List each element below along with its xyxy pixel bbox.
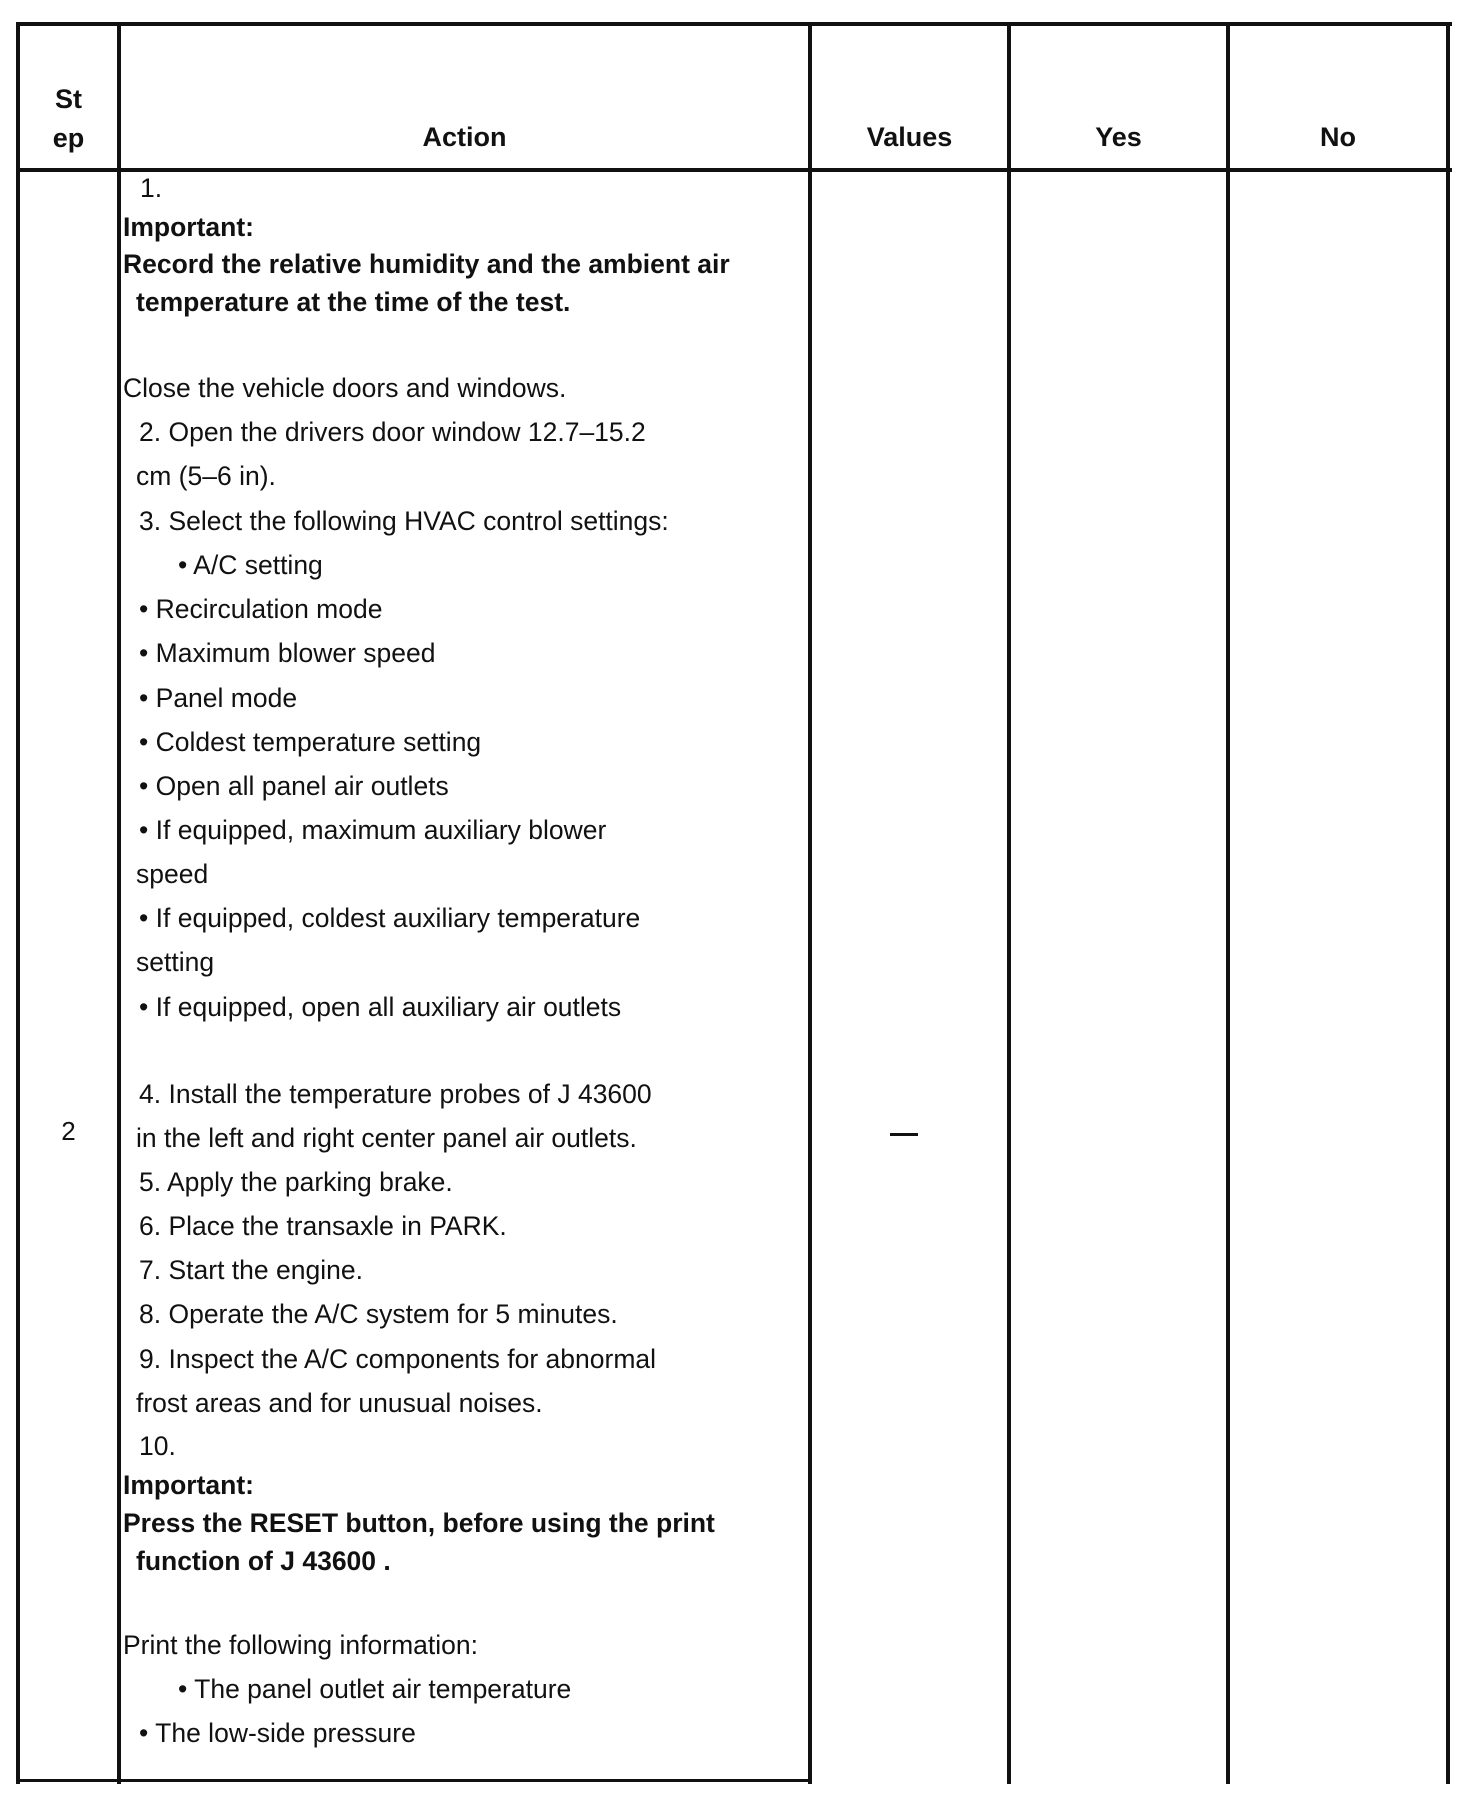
action-line: temperature at the time of the test. — [136, 287, 571, 317]
action-line: 2. Open the drivers door window 12.7–15.2 — [139, 417, 646, 447]
action-line: in the left and right center panel air outlets. — [136, 1123, 637, 1153]
action-line: 7. Start the engine. — [139, 1255, 363, 1285]
action-line: • Maximum blower speed — [139, 638, 436, 668]
action-line: 3. Select the following HVAC control settings: — [139, 506, 669, 536]
header-step — [20, 80, 117, 158]
yes-column-divider — [1226, 22, 1230, 1784]
action-line: frost areas and for unusual noises. — [136, 1388, 543, 1418]
action-line: • Panel mode — [139, 683, 298, 713]
action-line: Important: — [123, 1470, 255, 1500]
action-line: • The panel outlet air temperature — [178, 1674, 572, 1704]
action-column-divider — [808, 22, 812, 1784]
action-line: 4. Install the temperature probes of J 43600 — [139, 1079, 652, 1109]
header-action: Action — [422, 122, 507, 152]
values-column-divider — [1007, 22, 1011, 1784]
table-right-border — [1446, 22, 1450, 1784]
header-bottom-border — [16, 168, 1452, 172]
action-line: Print the following information: — [123, 1630, 478, 1660]
action-line: • If equipped, open all auxiliary air outlets — [139, 992, 622, 1022]
action-line: speed — [136, 859, 209, 889]
step-number: 2 — [61, 1116, 76, 1146]
table-left-border — [16, 22, 20, 1784]
action-line: cm (5–6 in). — [136, 461, 276, 491]
action-line: 1. — [140, 173, 163, 203]
header-step-line1: St — [55, 84, 82, 114]
action-line: • If equipped, coldest auxiliary temperature — [139, 903, 641, 933]
action-line: 8. Operate the A/C system for 5 minutes. — [139, 1299, 618, 1329]
action-line: 6. Place the transaxle in PARK. — [139, 1211, 507, 1241]
step-column-divider — [117, 22, 121, 1784]
action-line: Record the relative humidity and the ambient air — [123, 249, 730, 279]
action-line: setting — [136, 947, 215, 977]
action-line: • Coldest temperature setting — [139, 727, 482, 757]
action-line: Important: — [123, 212, 255, 242]
table-top-border — [16, 22, 1452, 26]
action-line: function of J 43600 . — [136, 1546, 391, 1576]
action-line: • If equipped, maximum auxiliary blower — [139, 815, 607, 845]
values-dash — [890, 1133, 918, 1136]
header-no: No — [1320, 122, 1356, 152]
action-line: 9. Inspect the A/C components for abnormal — [139, 1344, 657, 1374]
action-line: • Recirculation mode — [139, 594, 383, 624]
action-line: • A/C setting — [178, 550, 323, 580]
action-line: • The low-side pressure — [139, 1718, 416, 1748]
header-step-line2: ep — [52, 123, 85, 153]
action-line: 5. Apply the parking brake. — [139, 1167, 453, 1197]
header-yes: Yes — [1095, 122, 1142, 152]
action-line: Close the vehicle doors and windows. — [123, 373, 567, 403]
action-line: 10. — [139, 1431, 176, 1461]
header-values: Values — [866, 122, 953, 152]
action-cell-bottom-border — [16, 1779, 812, 1782]
action-line: • Open all panel air outlets — [139, 771, 449, 801]
action-line: Press the RESET button, before using the print — [123, 1508, 715, 1538]
